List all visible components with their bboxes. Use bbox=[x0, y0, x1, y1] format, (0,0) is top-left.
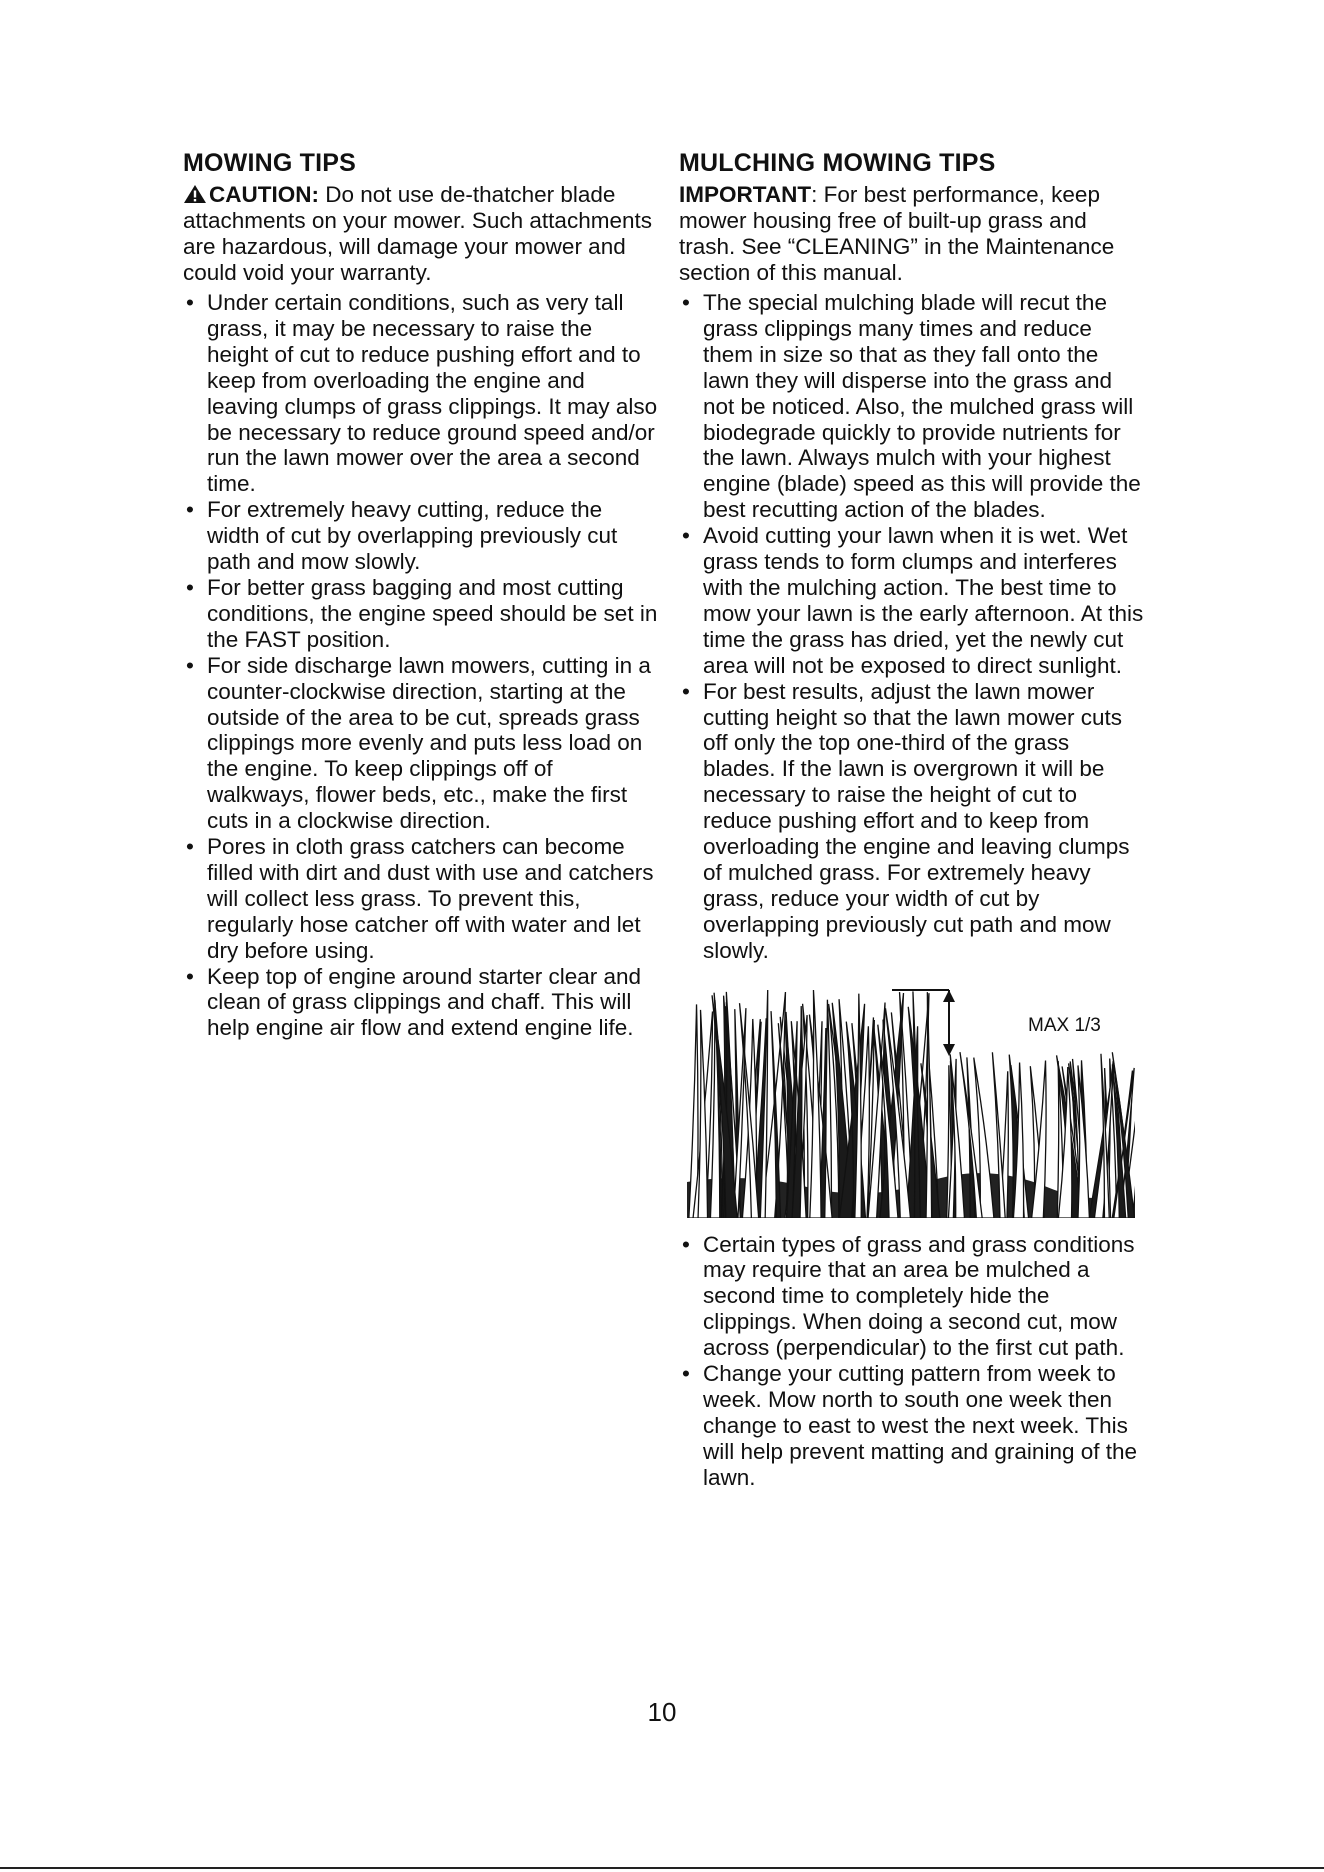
mulching-tips-list-continued bbox=[679, 1232, 1144, 1491]
bullet-dot-icon: • bbox=[682, 523, 690, 549]
bullet-dot-icon: • bbox=[186, 963, 194, 989]
mowing-tips-heading: MOWING TIPS bbox=[183, 149, 357, 177]
bullet-text: Keep top of engine around starter clear and clean of grass clippings and chaff. This will help engine air flow and extend engine life. bbox=[207, 963, 642, 1041]
bullet-item bbox=[679, 1361, 1144, 1491]
bullet-text: For extremely heavy cutting, reduce the width of cut by overlapping previously cut path and mow slowly. bbox=[207, 497, 618, 575]
arrow-head-icon bbox=[943, 1044, 955, 1056]
caution-label: CAUTION: bbox=[209, 182, 319, 207]
bullet-item bbox=[679, 679, 1144, 964]
caution-paragraph bbox=[183, 182, 658, 286]
bullet-item bbox=[183, 964, 658, 1042]
important-label: IMPORTANT bbox=[679, 182, 812, 207]
bullet-item bbox=[183, 834, 658, 964]
bullet-dot-icon: • bbox=[186, 574, 194, 600]
mowing-tips-list bbox=[183, 290, 658, 1041]
bullet-item bbox=[183, 575, 658, 653]
bullet-text: Avoid cutting your lawn when it is wet. Wet grass tends to form clumps and interferes with the mulching action. The best time to mow your lawn is the early afternoon. At this time the grass has dried, yet the newly cut area will not be exposed to direct sunlight. bbox=[703, 523, 1144, 678]
bullet-dot-icon: • bbox=[682, 290, 690, 315]
bullet-item bbox=[679, 1232, 1144, 1362]
arrow-tail-icon bbox=[943, 990, 955, 1002]
mulching-tips-list bbox=[679, 290, 1144, 964]
bullet-item bbox=[679, 523, 1144, 678]
bullet-dot-icon: • bbox=[682, 1231, 690, 1257]
bullet-text: Pores in cloth grass catchers can become filled with dirt and dust with use and catchers will collect less grass. To prevent this, regularly hose catcher off with water and let dry before using. bbox=[207, 834, 654, 963]
bullet-dot-icon: • bbox=[186, 290, 194, 315]
bullet-item bbox=[183, 653, 658, 834]
max-one-third-label: MAX 1/3 bbox=[1028, 1014, 1101, 1036]
bullet-text: Certain types of grass and grass conditions may require that an area be mulched a second time to completely hide the clippings. When doing a second cut, mow across (perpendicular) to the first cut path. bbox=[703, 1231, 1135, 1361]
bullet-dot-icon: • bbox=[186, 497, 194, 523]
bullet-dot-icon: • bbox=[682, 1361, 690, 1387]
bullet-dot-icon: • bbox=[682, 678, 690, 704]
bullet-text: Change your cutting pattern from week to week. Mow north to south one week then change to east to west the next week. This will help prevent matting and graining of the lawn. bbox=[703, 1361, 1138, 1490]
bullet-item bbox=[183, 290, 658, 497]
warning-triangle-icon bbox=[183, 184, 207, 204]
page-number: 10 bbox=[647, 1697, 677, 1727]
bullet-text: Under certain conditions, such as very tall grass, it may be necessary to raise the height of cut to reduce pushing effort and to keep from overloading the engine and leaving clumps of grass clippings. It may also be necessary to reduce ground speed and/or run the lawn mower over the area a second time. bbox=[207, 290, 658, 497]
left-column bbox=[183, 148, 658, 1041]
bullet-item bbox=[183, 497, 658, 575]
right-column bbox=[679, 148, 1144, 1491]
bullet-text: The special mulching blade will recut the grass clippings many times and reduce them in size so that as they fall onto the lawn they will disperse into the grass and not be noticed. Also, the mulched grass will biodegrade quickly to provide nutrients for the lawn. Always mulch with your highest engine (blade) speed as this will provide the best recutting action of the blades. bbox=[703, 290, 1141, 523]
bullet-text: For side discharge lawn mowers, cutting in a counter-clockwise direction, starting at the outside of the area to be cut, spreads grass clippings more evenly and puts less load on the engine. To keep clippings off of walkways, flower beds, etc., make the first cuts in a clockwise direction. bbox=[207, 652, 651, 834]
bullet-dot-icon: • bbox=[186, 652, 194, 678]
mulching-tips-heading: MULCHING MOWING TIPS bbox=[679, 149, 996, 177]
grass-illustration bbox=[679, 982, 1144, 1218]
important-paragraph bbox=[679, 182, 1144, 286]
bullet-item bbox=[679, 290, 1144, 523]
bullet-text: For better grass bagging and most cutting conditions, the engine speed should be set in the FAST position. bbox=[207, 574, 658, 652]
important-text: : For best performance, keep mower housing free of built-up grass and trash. See “CLEANING” in the Maintenance section of this manual. bbox=[679, 182, 1115, 285]
bullet-text: For best results, adjust the lawn mower cutting height so that the lawn mower cuts off only the top one-third of the grass blades. If the lawn is overgrown it will be necessary to raise the height of cut to reduce pushing effort and to keep from overloading the engine and leaving clumps of mulched grass. For extremely heavy grass, reduce your width of cut by overlapping previously cut path and mow slowly. bbox=[703, 678, 1130, 963]
bullet-dot-icon: • bbox=[186, 834, 194, 860]
page-bottom-rule bbox=[0, 1867, 1324, 1869]
caution-text: Do not use de-thatcher blade attachments on your mower. Such attachments are hazardous, will damage your mower and could void your warranty. bbox=[183, 182, 652, 285]
